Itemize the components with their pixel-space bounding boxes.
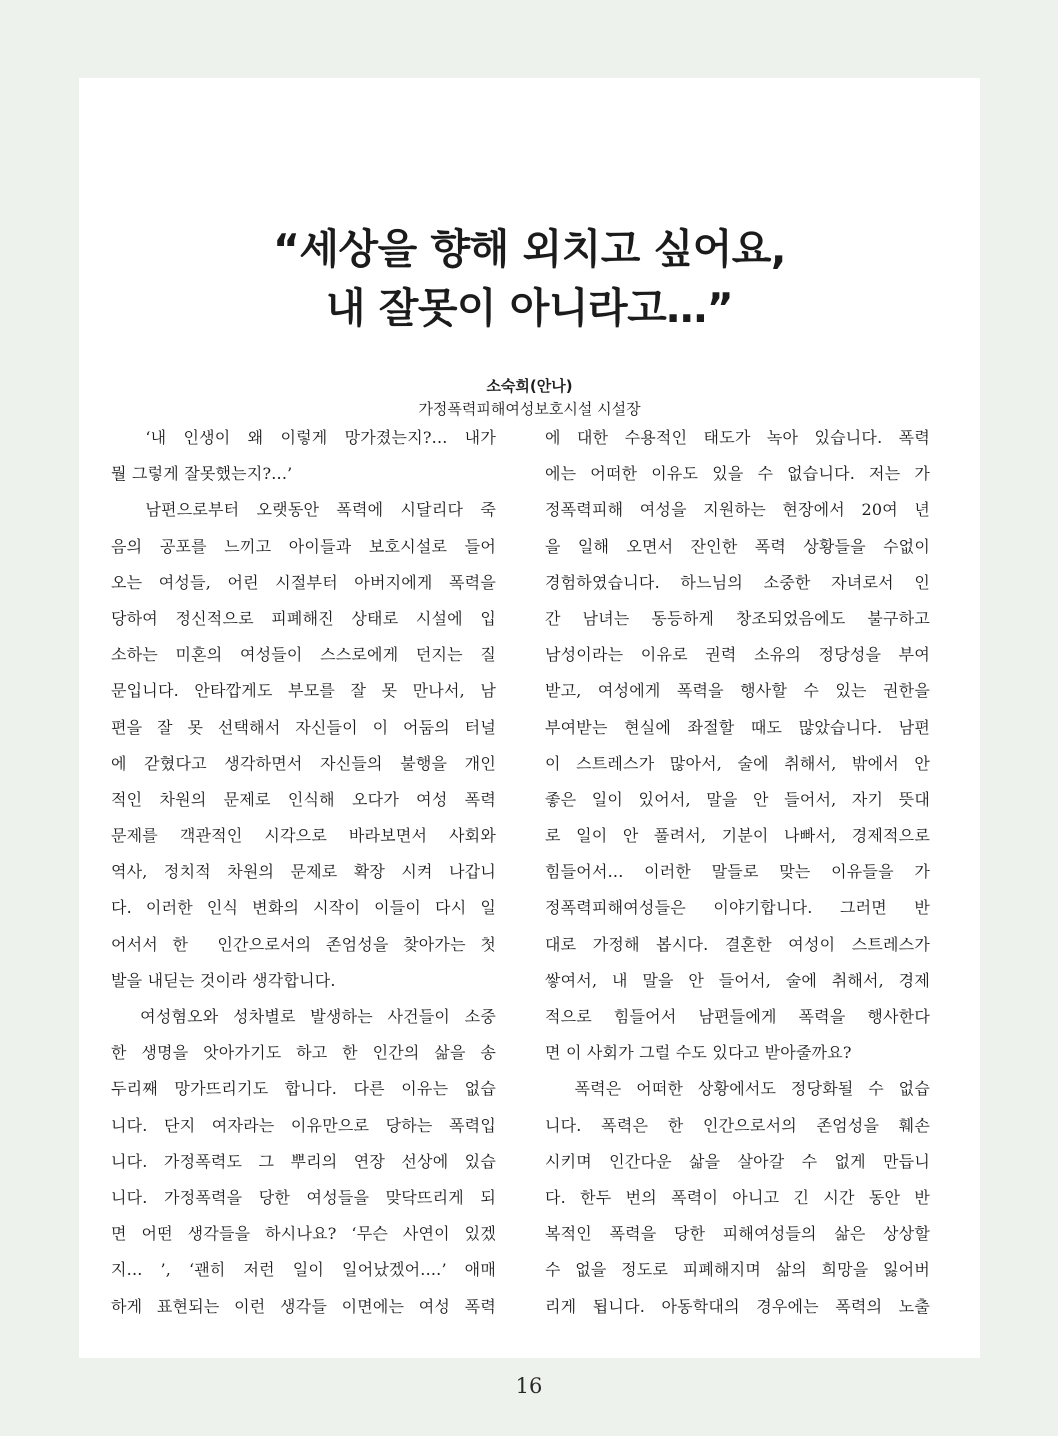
text-line: 문제를 객관적인 시각으로 바라보면서 사회와 [111, 826, 496, 846]
title-line-2: 내 잘못이 아니라고…” [325, 284, 734, 332]
text-line: 적으로 힘들어서 남편들에게 폭력을 행사한다 [545, 1007, 930, 1026]
text-line: 하게 표현되는 이런 생각들 이면에는 여성 폭력 [111, 1296, 496, 1316]
article-page [79, 78, 980, 1358]
text-line: 시키며 인간다운 삶을 살아갈 수 없게 만듭니 [545, 1151, 930, 1171]
text-line: ‘내 인생이 왜 이렇게 망가졌는지?... 내가 [111, 428, 496, 447]
text-line: 니다. 단지 여자라는 이유만으로 당하는 폭력입 [111, 1115, 496, 1135]
text-line: 한 생명을 앗아가기도 하고 한 인간의 삶을 송 [111, 1043, 496, 1063]
text-line: 복적인 폭력을 당한 피해여성들의 삶은 상상할 [545, 1224, 930, 1244]
text-line: 폭력은 어떠한 상황에서도 정당화될 수 없습 [545, 1079, 930, 1099]
text-line: 두리째 망가뜨리기도 합니다. 다른 이유는 없습 [111, 1079, 496, 1099]
text-line: 어서서 한 인간으로서의 존엄성을 찾아가는 첫 [111, 934, 496, 954]
text-line: 발을 내딛는 것이라 생각합니다. [111, 970, 336, 990]
text-line: 받고, 여성에게 폭력을 행사할 수 있는 권한을 [545, 681, 930, 701]
text-line: 경험하였습니다. 하느님의 소중한 자녀로서 인 [545, 572, 930, 592]
author-role: 가정폭력피해여성보호시설 시설장 [418, 400, 641, 418]
text-line: 편을 잘 못 선택해서 자신들이 이 어둠의 터널 [111, 717, 496, 737]
text-line: 정폭력피해 여성을 지원하는 현장에서 20여 년 [545, 500, 930, 520]
text-line: 지... ’, ‘괜히 저런 일이 일어났겠어....’ 애매 [111, 1260, 496, 1280]
text-line: 뭘 그렇게 잘못했는지?...’ [111, 464, 293, 484]
text-line: 적인 차원의 문제로 인식해 오다가 여성 폭력 [111, 789, 496, 809]
text-line: 쌓여서, 내 말을 안 들어서, 술에 취해서, 경제 [545, 970, 930, 990]
text-line: 수 없을 정도로 피폐해지며 삶의 희망을 잃어버 [545, 1260, 930, 1280]
text-line: 부여받는 현실에 좌절할 때도 많았습니다. 남편 [545, 717, 930, 737]
text-line: 문입니다. 안타깝게도 부모를 잘 못 만나서, 남 [111, 681, 496, 701]
text-line: 남편으로부터 오랫동안 폭력에 시달리다 죽 [111, 500, 496, 520]
text-line: 다. 이러한 인식 변화의 시작이 이들이 다시 일 [111, 898, 496, 918]
text-line: 남성이라는 이유로 권력 소유의 정당성을 부여 [545, 645, 930, 665]
text-line: 당하여 정신적으로 피폐해진 상태로 시설에 입 [111, 608, 496, 628]
title-line-1: “세상을 향해 외치고 싶어요, [272, 225, 786, 273]
text-line: 면 이 사회가 그럴 수도 있다고 받아줄까요? [545, 1043, 852, 1063]
text-line: 니다. 가정폭력도 그 뿌리의 연장 선상에 있습 [111, 1151, 496, 1171]
article-title [79, 220, 980, 338]
text-line: 간 남녀는 동등하게 창조되었음에도 불구하고 [545, 608, 930, 628]
text-line: 좋은 일이 있어서, 말을 안 들어서, 자기 뜻대 [545, 789, 930, 809]
text-line: 에 대한 수용적인 태도가 녹아 있습니다. 폭력 [545, 428, 930, 447]
text-line: 힘들어서... 이러한 말들로 맞는 이유들을 가 [545, 862, 930, 882]
text-line: 로 일이 안 풀려서, 기분이 나빠서, 경제적으로 [545, 826, 930, 846]
text-line: 면 어떤 생각들을 하시나요? ‘무슨 사연이 있겠 [111, 1224, 496, 1244]
text-line: 을 일해 오면서 잔인한 폭력 상황들을 수없이 [545, 536, 930, 556]
text-line: 니다. 가정폭력을 당한 여성들을 맞닥뜨리게 되 [111, 1187, 496, 1207]
page-number: 16 [515, 1374, 543, 1398]
text-line: 다. 한두 번의 폭력이 아니고 긴 시간 동안 반 [545, 1187, 930, 1207]
body-column-right [545, 420, 930, 1325]
text-line: 에는 어떠한 이유도 있을 수 없습니다. 저는 가 [545, 464, 930, 484]
text-line: 여성혐오와 성차별로 발생하는 사건들이 소중 [111, 1007, 496, 1026]
body-column-left [111, 420, 496, 1325]
text-line: 이 스트레스가 많아서, 술에 취해서, 밖에서 안 [545, 753, 930, 773]
text-line: 리게 됩니다. 아동학대의 경우에는 폭력의 노출 [545, 1296, 930, 1316]
text-line: 에 갇혔다고 생각하면서 자신들의 불행을 개인 [111, 753, 496, 773]
text-line: 역사, 정치적 차원의 문제로 확장 시켜 나갑니 [111, 862, 496, 882]
text-line: 오는 여성들, 어린 시절부터 아버지에게 폭력을 [111, 572, 496, 592]
text-line: 소하는 미혼의 여성들이 스스로에게 던지는 질 [111, 645, 496, 665]
text-line: 니다. 폭력은 한 인간으로서의 존엄성을 훼손 [545, 1115, 930, 1135]
text-line: 대로 가정해 봅시다. 결혼한 여성이 스트레스가 [545, 934, 930, 954]
text-line: 정폭력피해여성들은 이야기합니다. 그러면 반 [545, 898, 930, 918]
author-name: 소숙희(안나) [486, 377, 573, 395]
text-line: 음의 공포를 느끼고 아이들과 보호시설로 들어 [111, 536, 496, 556]
